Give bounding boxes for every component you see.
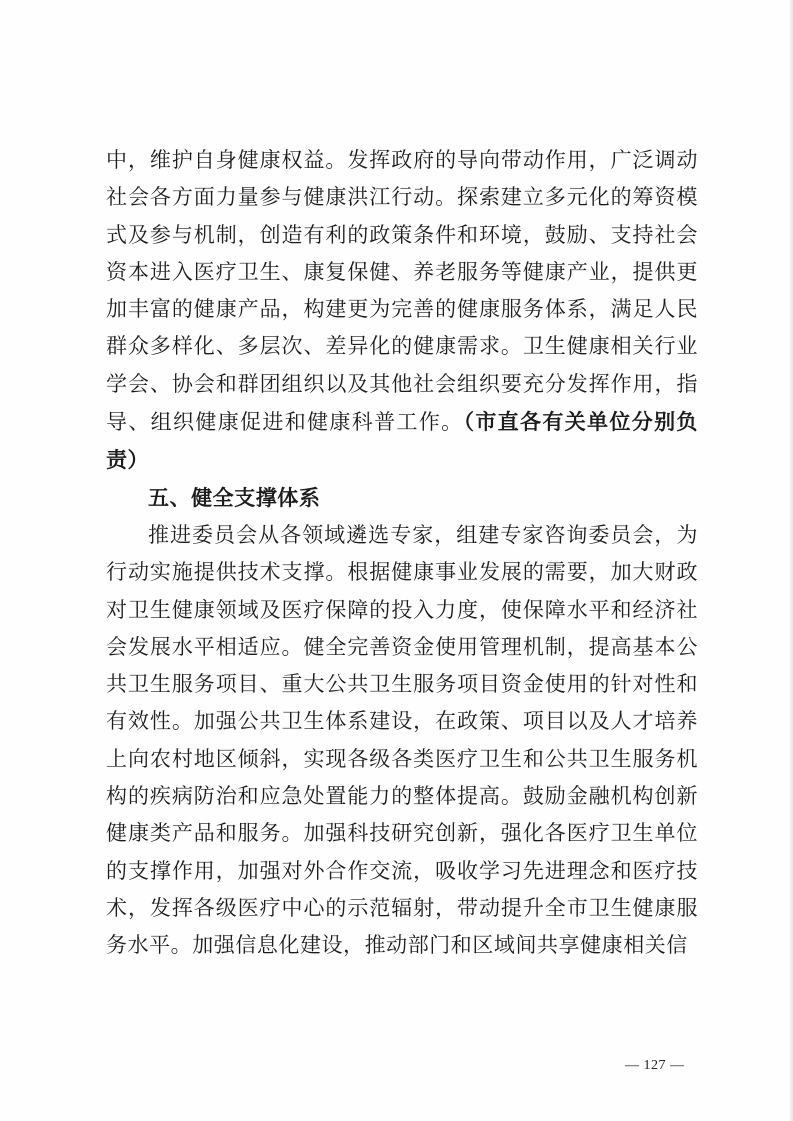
paragraph-1-text: 中，维护自身健康权益。发挥政府的导向带动作用，广泛调动社会各方面力量参与健康洪江行动。探索建立多元化的筹资模式及参与机制，创造有利的政策条件和环境，鼓励、支持社会资本进入医疗卫生、康复保健、养老服务等健康产业，提供更加丰富的健康产品，构建更为完善的健康服务体系，满足人民群众多样化、多层次、差异化的健康需求。卫生健康相关行业学会、协会和群团组织以及其他社会组织要充分发挥作用，指导、组织健康促进和健康科普工作。 (106, 148, 698, 435)
paragraph-support-system: 推进委员会从各领域遴选专家，组建专家咨询委员会，为行动实施提供技术支撑。根据健康事业发展的需要，加大财政对卫生健康领域及医疗保障的投入力度，使保障水平和经济社会发展水平相适应。健全完善资金使用管理机制，提高基本公共卫生服务项目、重大公共卫生服务项目资金使用的针对性和有效性。加强公共卫生体系建设，在政策、项目以及人才培养上向农村地区倾斜，实现各级各类医疗卫生和公共卫生服务机构的疾病防治和应急处置能力的整体提高。鼓励金融机构创新健康类产品和服务。加强科技研究创新，强化各医疗卫生单位的支撑作用，加强对外合作交流，吸收学习先进理念和医疗技术，发挥各级医疗中心的示范辐射，带动提升全市卫生健康服务水平。加强信息化建设，推动部门和区域间共享健康相关信 (106, 522, 698, 958)
paragraph-continuation (106, 142, 698, 480)
page-number: — 127 — (625, 1058, 685, 1073)
section-heading: 五、健全支撑体系 (148, 485, 321, 510)
responsibility-note: （市直各有关单位分别负责） (106, 409, 698, 473)
document-body (106, 142, 698, 965)
